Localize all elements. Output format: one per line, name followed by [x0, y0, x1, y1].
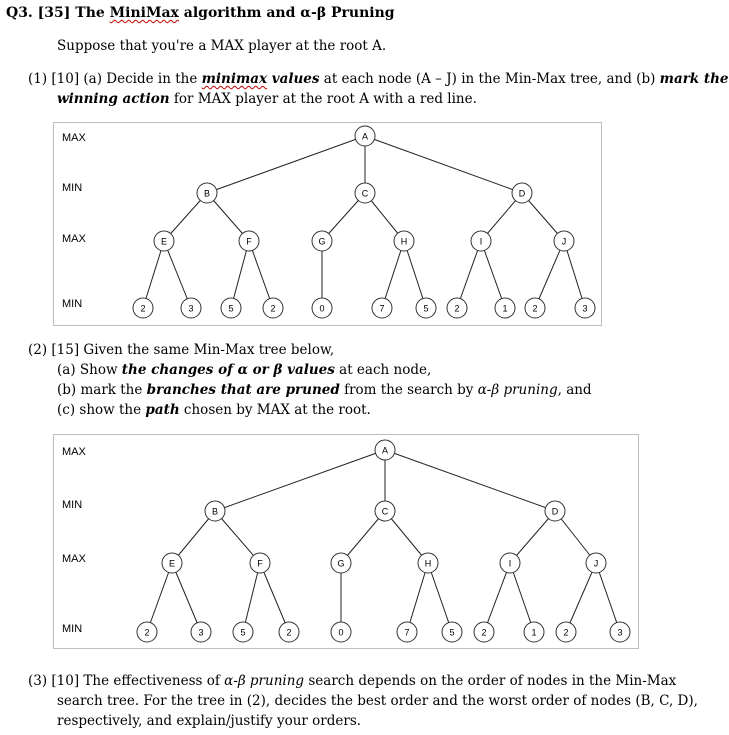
node-b	[205, 501, 225, 521]
node-j	[586, 553, 606, 573]
node-h	[394, 231, 414, 251]
leaf-node	[524, 622, 544, 642]
svg-text:J: J	[561, 236, 567, 247]
svg-text:2: 2	[144, 627, 150, 638]
svg-text:H: H	[400, 236, 408, 247]
leaf-node	[137, 622, 157, 642]
svg-text:D: D	[518, 188, 526, 199]
tree-edge	[428, 563, 452, 632]
leaf-node	[181, 298, 201, 318]
part1-line2: winning action for MAX player at the root A with a red line.	[57, 91, 477, 107]
part3-line1: (3) [10] The effectiveness of α-β pruning search depends on the order of nodes in the Min-Max	[28, 673, 677, 689]
tree-edge	[260, 563, 289, 632]
leaf-node	[447, 298, 467, 318]
leaf-node	[331, 622, 351, 642]
node-f	[250, 553, 270, 573]
tree-edge	[596, 563, 620, 632]
svg-text:5: 5	[240, 627, 246, 638]
leaf-node	[495, 298, 515, 318]
svg-text:I: I	[479, 236, 483, 247]
node-c	[355, 183, 375, 203]
leaf-node	[312, 298, 332, 318]
part2-line-c: (c) show the path chosen by MAX at the root.	[57, 402, 371, 418]
svg-text:D: D	[551, 506, 559, 517]
level-label-min: MIN	[62, 499, 83, 511]
leaf-node	[474, 622, 494, 642]
leaf-node	[133, 298, 153, 318]
node-g	[312, 231, 332, 251]
node-e	[162, 553, 182, 573]
svg-text:G: G	[337, 558, 345, 569]
part1-line1: (1) [10] (a) Decide in the minimax values at each node (A – J) in the Min-Max tree, and (b) mark the	[28, 71, 729, 87]
svg-text:5: 5	[449, 627, 455, 638]
leaf-node	[416, 298, 436, 318]
tree-edge	[404, 241, 426, 308]
svg-text:J: J	[593, 558, 599, 569]
node-d	[545, 501, 565, 521]
level-label-max: MAX	[62, 132, 86, 144]
svg-text:A: A	[361, 131, 369, 142]
spellcheck-minimax: MiniMax	[109, 5, 179, 21]
tree-edge	[243, 563, 260, 632]
tree-edge	[564, 241, 585, 308]
level-label-min: MIN	[62, 182, 83, 194]
svg-text:2: 2	[286, 627, 292, 638]
tree-edge	[143, 241, 164, 308]
tree-edge	[457, 241, 481, 308]
svg-text:2: 2	[532, 303, 538, 314]
leaf-node	[191, 622, 211, 642]
svg-text:1: 1	[502, 303, 508, 314]
svg-text:3: 3	[617, 627, 623, 638]
intro-text: Suppose that you're a MAX player at the root A.	[57, 38, 387, 54]
svg-text:5: 5	[228, 303, 234, 314]
minimax-tree-1	[53, 122, 602, 326]
svg-text:2: 2	[270, 303, 276, 314]
node-h	[418, 553, 438, 573]
tree-edge	[215, 450, 385, 511]
node-j	[554, 231, 574, 251]
node-d	[512, 183, 532, 203]
svg-text:I: I	[508, 558, 512, 569]
svg-text:0: 0	[338, 627, 344, 638]
level-label-max: MAX	[62, 233, 86, 245]
level-label-min: MIN	[62, 298, 83, 310]
question-title: Q3. [35] The MiniMax algorithm and α-β Pruning	[6, 5, 395, 21]
node-i	[500, 553, 520, 573]
leaf-node	[442, 622, 462, 642]
svg-text:1: 1	[531, 627, 537, 638]
level-label-max: MAX	[62, 553, 86, 565]
svg-text:B: B	[211, 506, 219, 517]
svg-text:A: A	[381, 445, 389, 456]
tree-edge	[484, 563, 510, 632]
svg-text:C: C	[381, 506, 389, 517]
tree-edge	[510, 563, 534, 632]
leaf-node	[397, 622, 417, 642]
tree-edge	[407, 563, 428, 632]
level-label-max: MAX	[62, 446, 86, 458]
tree-edge	[147, 563, 172, 632]
part2-line-b: (b) mark the branches that are pruned from the search by α-β pruning, and	[57, 382, 592, 398]
svg-text:2: 2	[454, 303, 460, 314]
leaf-node	[221, 298, 241, 318]
svg-text:H: H	[424, 558, 432, 569]
svg-text:0: 0	[319, 303, 325, 314]
tree-edge	[382, 241, 404, 308]
svg-text:C: C	[361, 188, 369, 199]
svg-text:3: 3	[198, 627, 204, 638]
svg-text:E: E	[160, 236, 168, 247]
level-label-min: MIN	[62, 623, 83, 635]
tree-edge	[207, 136, 365, 193]
svg-text:5: 5	[423, 303, 429, 314]
leaf-node	[610, 622, 630, 642]
leaf-node	[263, 298, 283, 318]
node-a	[375, 440, 395, 460]
tree-edge	[566, 563, 596, 632]
svg-text:2: 2	[563, 627, 569, 638]
svg-text:3: 3	[582, 303, 588, 314]
tree-edge	[535, 241, 564, 308]
svg-text:F: F	[246, 236, 252, 247]
part3-line2: search tree. For the tree in (2), decides the best order and the worst order of nodes (B, C, D),	[57, 693, 698, 709]
svg-text:2: 2	[140, 303, 146, 314]
tree-edge	[249, 241, 273, 308]
svg-text:7: 7	[379, 303, 385, 314]
leaf-node	[233, 622, 253, 642]
part2-line-a: (a) Show the changes of α or β values at each node,	[57, 362, 432, 378]
tree-edge	[385, 450, 555, 511]
tree-edge	[481, 241, 505, 308]
svg-text:7: 7	[404, 627, 410, 638]
node-c	[375, 501, 395, 521]
svg-text:E: E	[168, 558, 176, 569]
node-f	[239, 231, 259, 251]
tree-edge	[365, 136, 522, 193]
svg-text:G: G	[318, 236, 326, 247]
node-e	[154, 231, 174, 251]
tree-edge	[172, 563, 201, 632]
svg-text:B: B	[203, 188, 211, 199]
svg-text:3: 3	[188, 303, 194, 314]
minimax-tree-2	[53, 434, 639, 649]
part2-line1: (2) [15] Given the same Min-Max tree below,	[28, 342, 335, 358]
leaf-node	[279, 622, 299, 642]
svg-text:2: 2	[481, 627, 487, 638]
leaf-node	[525, 298, 545, 318]
leaf-node	[372, 298, 392, 318]
node-b	[197, 183, 217, 203]
tree-edge	[164, 241, 191, 308]
svg-text:F: F	[257, 558, 263, 569]
leaf-node	[556, 622, 576, 642]
node-i	[471, 231, 491, 251]
node-a	[355, 126, 375, 146]
part3-line3: respectively, and explain/justify your orders.	[57, 713, 362, 729]
node-g	[331, 553, 351, 573]
leaf-node	[575, 298, 595, 318]
